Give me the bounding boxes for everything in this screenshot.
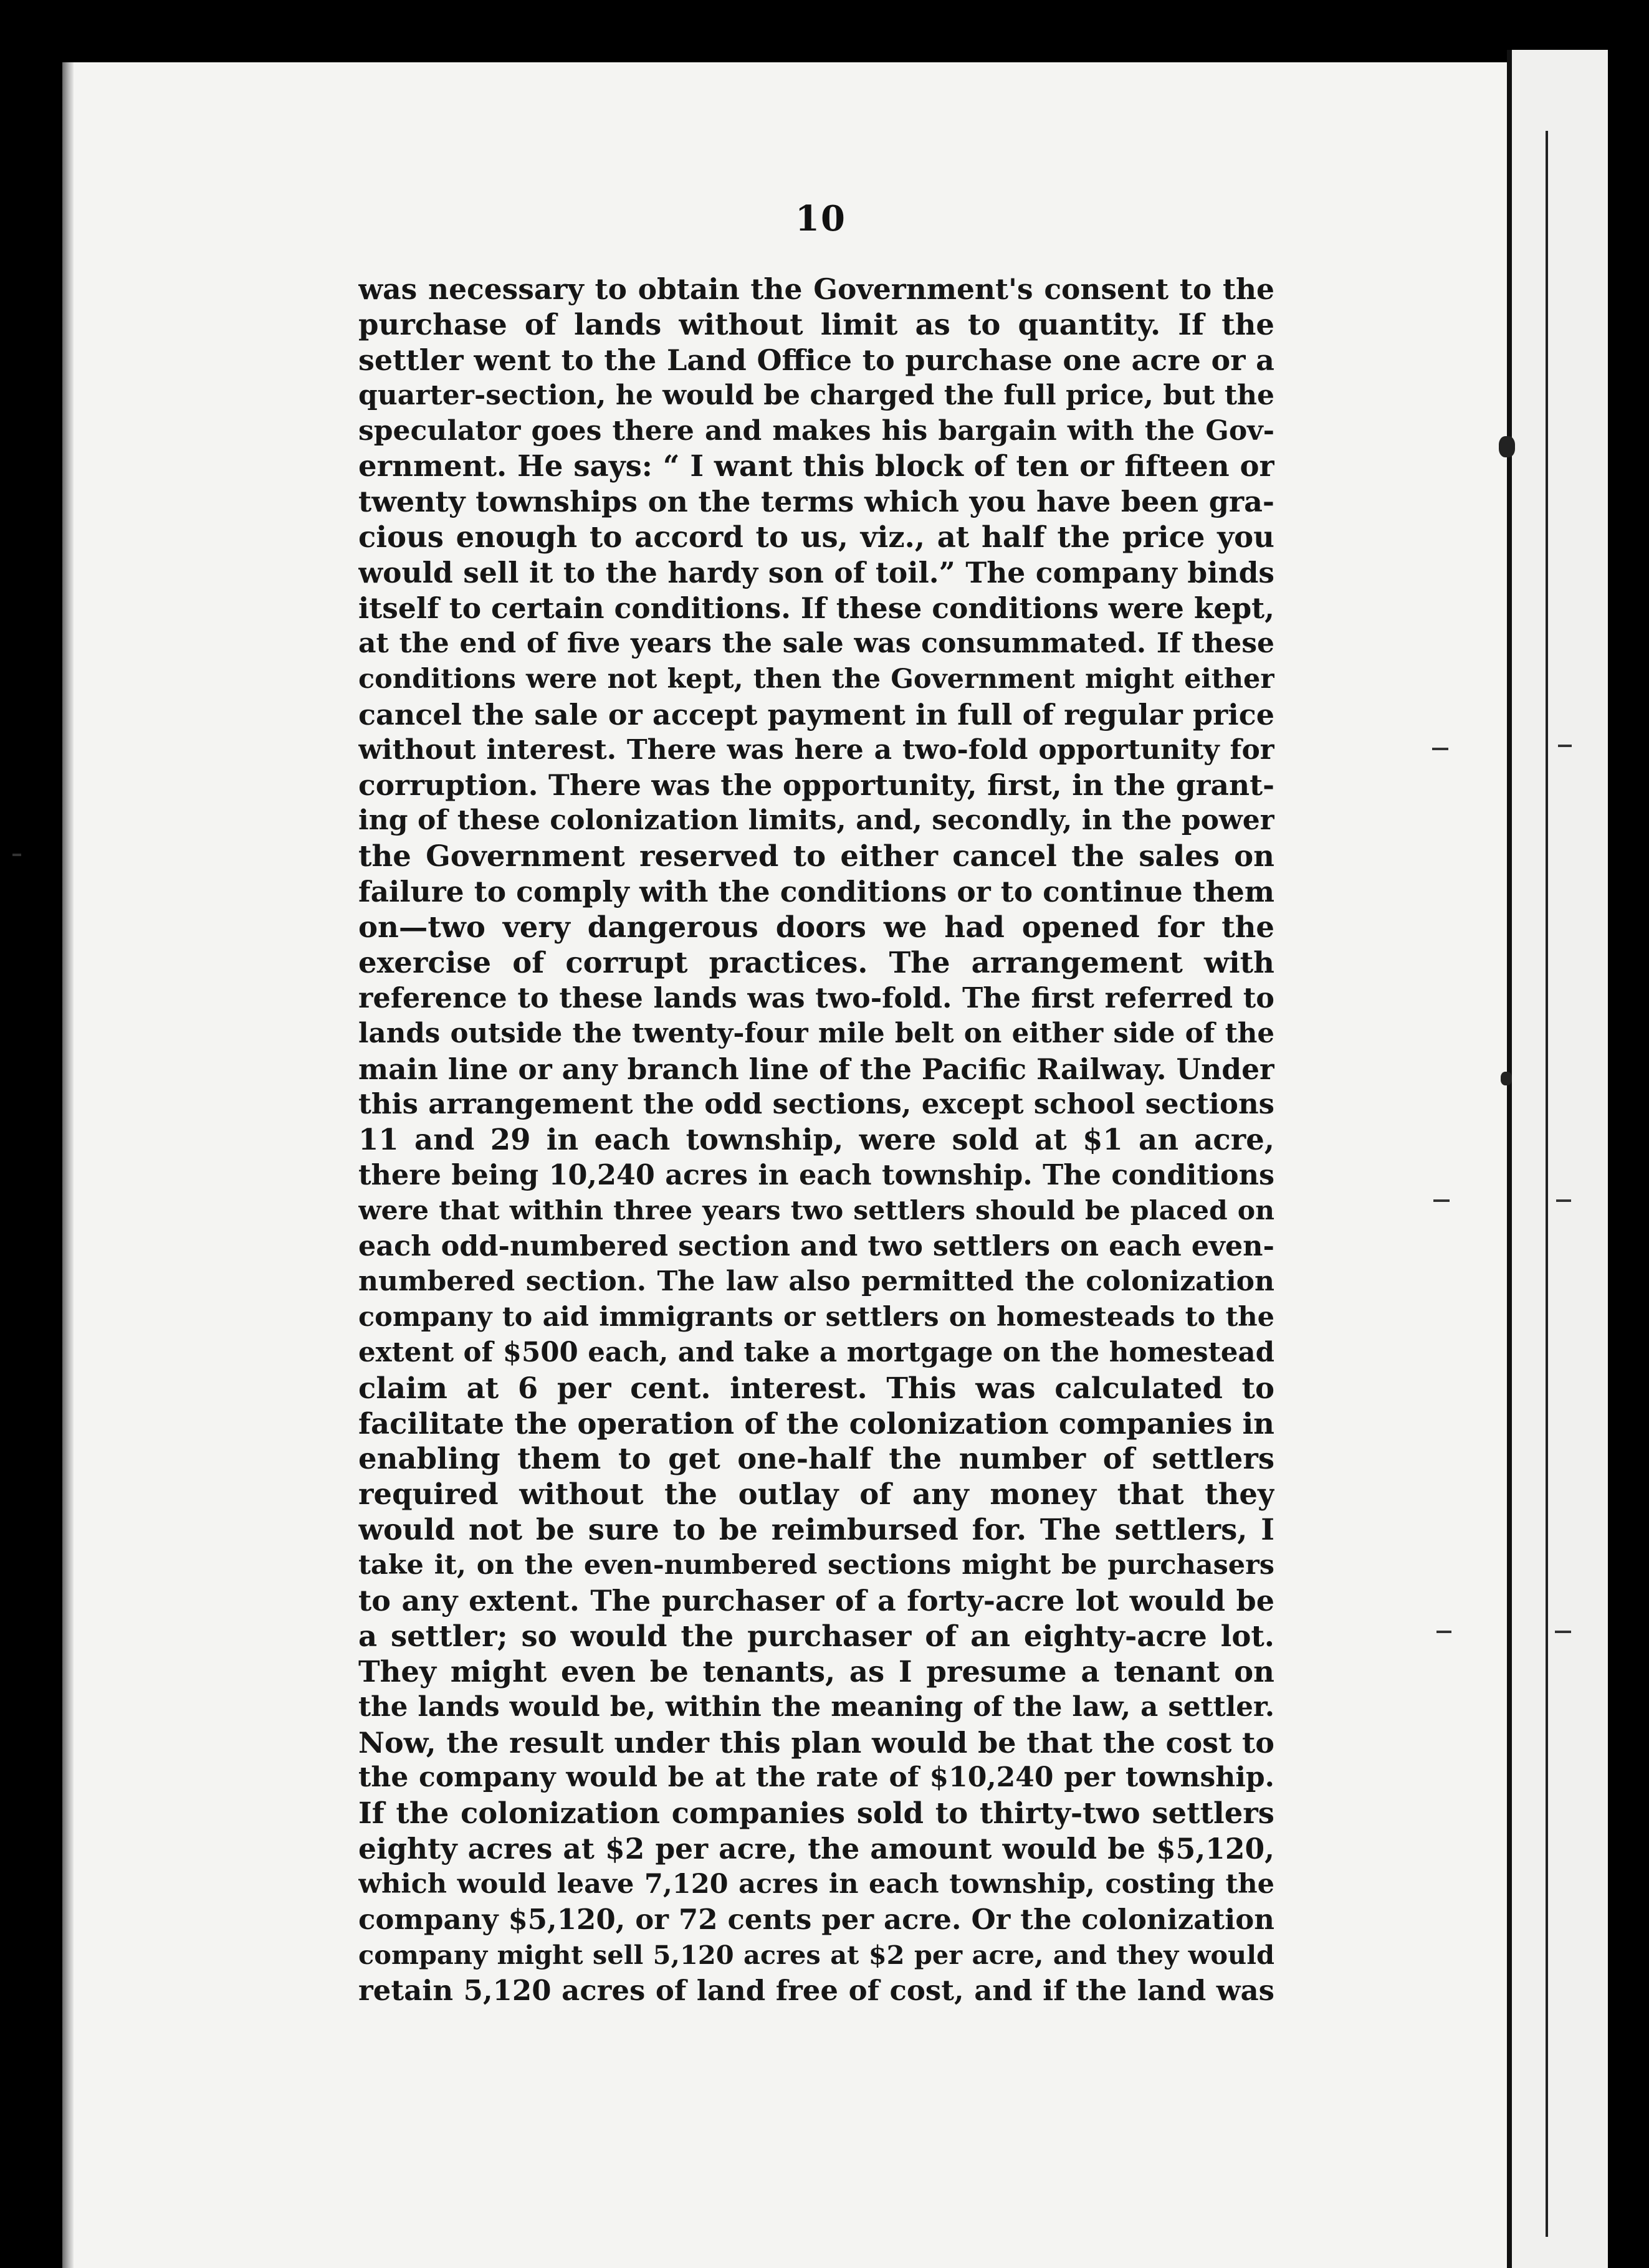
text-line: ernment. He says: “ I want this block of ten or fifteen or <box>358 449 1274 484</box>
margin-mark <box>1432 748 1448 750</box>
text-line: company $5,120, or 72 cents per acre. Or the colonization <box>358 1902 1274 1936</box>
text-line: ing of these colonization limits, and, secondly, in the power <box>358 804 1274 837</box>
text-line: conditions were not kept, then the Government might either <box>358 663 1274 695</box>
text-line: purchase of lands without limit as to quantity. If the <box>358 307 1274 341</box>
text-line: each odd-numbered section and two settlers on each even- <box>358 1230 1274 1263</box>
text-line: were that within three years two settlers should be placed on <box>358 1195 1274 1227</box>
text-line: numbered section. The law also permitted the colonization <box>358 1265 1274 1297</box>
text-line: 11 and 29 in each township, were sold at $1 an acre, <box>358 1122 1274 1157</box>
text-line: retain 5,120 acres of land free of cost, and if the land was <box>358 1973 1274 2007</box>
text-line: enabling them to get one-half the number of settlers <box>358 1441 1274 1476</box>
text-line: corruption. There was the opportunity, first, in the grant- <box>358 768 1274 803</box>
ink-blot <box>1499 436 1515 457</box>
ink-blot <box>1501 1072 1512 1085</box>
text-line: on—two very dangerous doors we had opened for the <box>358 910 1274 945</box>
text-line: take it, on the even-numbered sections might be purchasers <box>358 1550 1274 1581</box>
margin-mark <box>1556 1199 1571 1202</box>
text-line: company might sell 5,120 acres at $2 per acre, and they would <box>358 1939 1274 1970</box>
scan-top-border <box>0 0 1649 65</box>
body-text <box>358 272 1274 2009</box>
facing-page-line <box>1546 131 1548 2237</box>
margin-mark <box>1436 1631 1451 1633</box>
text-line: eighty acres at $2 per acre, the amount would be $5,120, <box>358 1832 1274 1866</box>
text-line: failure to comply with the conditions or to continue them <box>358 875 1274 909</box>
text-line: reference to these lands was two-fold. The first referred to <box>358 981 1274 1014</box>
text-line: extent of $500 each, and take a mortgage on the homestead <box>358 1336 1274 1368</box>
text-line: exercise of corrupt practices. The arrangement with <box>358 945 1274 979</box>
text-line: required without the outlay of any money that they <box>358 1477 1274 1512</box>
text-line: They might even be tenants, as I presume a tenant on <box>358 1654 1274 1689</box>
text-line: would not be sure to be reimbursed for. The settlers, I <box>358 1512 1274 1547</box>
text-line: If the colonization companies sold to thirty-two settlers <box>358 1796 1274 1831</box>
text-line: company to aid immigrants or settlers on homesteads to the <box>358 1301 1274 1333</box>
text-line: a settler; so would the purchaser of an eighty-acre lot. <box>358 1618 1274 1653</box>
margin-mark <box>1433 1199 1450 1202</box>
page-number <box>0 198 1649 239</box>
text-line: cious enough to accord to us, viz., at half the price you <box>358 520 1274 555</box>
text-line: at the end of five years the sale was consummated. If these <box>358 627 1274 659</box>
text-line: lands outside the twenty-four mile belt on either side of the <box>358 1017 1274 1049</box>
margin-mark <box>12 854 21 856</box>
text-line: the lands would be, within the meaning of the law, a settler. <box>358 1690 1274 1723</box>
text-line: cancel the sale or accept payment in full of regular price <box>358 697 1274 731</box>
text-line: speculator goes there and makes his bargain with the Gov- <box>358 414 1274 447</box>
text-line: itself to certain conditions. If these conditions were kept, <box>358 591 1274 626</box>
text-line: twenty townships on the terms which you have been gra- <box>358 485 1274 519</box>
gutter-line <box>1507 50 1512 2268</box>
text-line: the company would be at the rate of $10,240 per township. <box>358 1761 1274 1794</box>
margin-mark <box>1555 1631 1571 1633</box>
text-line: the Government reserved to either cancel the sales on <box>358 839 1274 874</box>
text-line: claim at 6 per cent. interest. This was calculated to <box>358 1370 1274 1405</box>
text-line: Now, the result under this plan would be that the cost to <box>358 1725 1274 1760</box>
text-line: to any extent. The purchaser of a forty-acre lot would be <box>358 1583 1274 1618</box>
text-line: which would leave 7,120 acres in each township, costing the <box>358 1869 1274 1900</box>
text-line: quarter-section, he would be charged the full price, but the <box>358 379 1274 411</box>
text-line: facilitate the operation of the colonization companies in <box>358 1406 1274 1441</box>
margin-mark <box>1558 745 1572 747</box>
text-line: settler went to the Land Office to purchase one acre or a <box>358 343 1274 377</box>
text-line: would sell it to the hardy son of toil.” The company binds <box>358 556 1274 590</box>
text-line: without interest. There was here a two-fold opportunity for <box>358 733 1274 766</box>
scan-right-border <box>1608 50 1649 2268</box>
text-line: there being 10,240 acres in each township. The conditions <box>358 1159 1274 1192</box>
text-line: was necessary to obtain the Government's consent to the <box>358 272 1274 306</box>
text-line: main line or any branch line of the Pacific Railway. Under <box>358 1052 1274 1086</box>
page-left-edge <box>62 62 74 2268</box>
page-number-text: 10 <box>795 198 846 239</box>
text-line: this arrangement the odd sections, except school sections <box>358 1087 1274 1121</box>
